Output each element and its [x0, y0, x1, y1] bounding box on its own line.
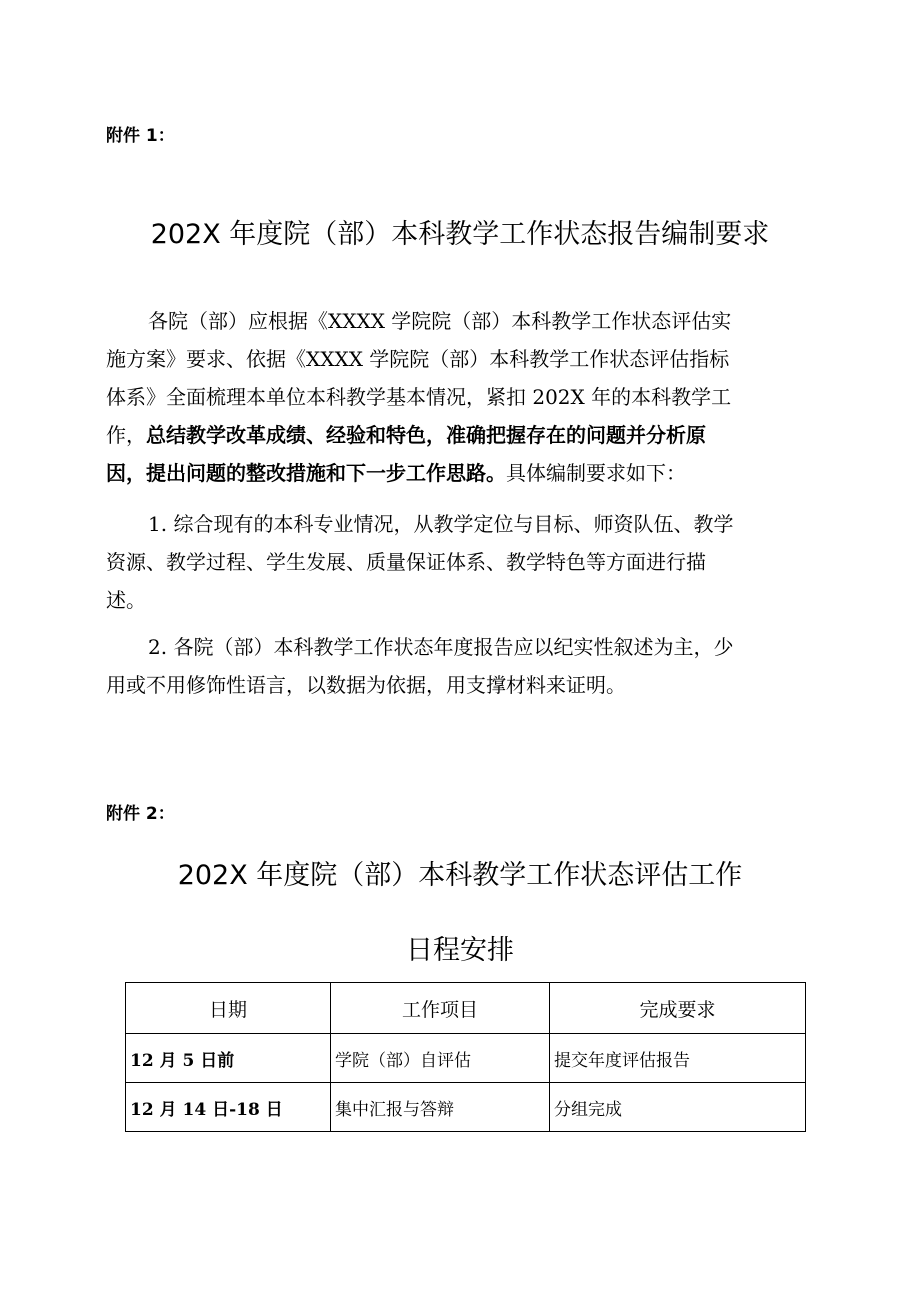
attachment-2-label: 附件 2： [106, 804, 175, 824]
table-row [126, 1034, 806, 1083]
cell-requirement: 提交年度评估报告 [550, 1034, 806, 1083]
report-title: 202X 年度院（部）本科教学工作状态报告编制要求 [150, 219, 770, 250]
attachment-1-label: 附件 1： [106, 126, 175, 146]
item-line: 1. 综合现有的本科专业情况，从教学定位与目标、师资队伍、教学 [148, 512, 734, 536]
requirement-item-1 [106, 505, 822, 619]
cell-requirement: 分组完成 [550, 1083, 806, 1132]
intro-line: 施方案》要求、依据《XXXX 学院院（部）本科教学工作状态评估指标 [106, 347, 730, 371]
intro-text: 作， [106, 423, 146, 447]
item-line: 资源、教学过程、学生发展、质量保证体系、教学特色等方面进行描 [106, 550, 706, 574]
table-header-row [126, 983, 806, 1034]
schedule-table [125, 982, 806, 1132]
item-line: 用或不用修饰性语言，以数据为依据，用支撑材料来证明。 [106, 673, 626, 697]
cell-date: 12 月 5 日前 [126, 1034, 331, 1083]
intro-paragraph [106, 302, 822, 492]
requirement-item-2 [106, 628, 822, 704]
schedule-subtitle: 日程安排 [406, 935, 514, 966]
intro-line [106, 454, 822, 492]
schedule-title: 202X 年度院（部）本科教学工作状态评估工作 [177, 860, 743, 891]
header-date: 日期 [126, 983, 331, 1034]
item-line: 述。 [106, 588, 146, 612]
cell-date: 12 月 14 日-18 日 [126, 1083, 331, 1132]
intro-text: 具体编制要求如下： [506, 461, 686, 485]
item-line: 2. 各院（部）本科教学工作状态年度报告应以纪实性叙述为主，少 [148, 635, 734, 659]
cell-work-item: 学院（部）自评估 [331, 1034, 550, 1083]
intro-line: 各院（部）应根据《XXXX 学院院（部）本科教学工作状态评估实 [148, 309, 732, 333]
header-requirement: 完成要求 [550, 983, 806, 1034]
cell-work-item: 集中汇报与答辩 [331, 1083, 550, 1132]
intro-emphasis: 因，提出问题的整改措施和下一步工作思路。 [106, 461, 506, 485]
table-row [126, 1083, 806, 1132]
intro-emphasis: 总结教学改革成绩、经验和特色，准确把握存在的问题并分析原 [146, 423, 706, 447]
intro-line [106, 416, 822, 454]
header-work-item: 工作项目 [331, 983, 550, 1034]
intro-line: 体系》全面梳理本单位本科教学基本情况，紧扣 202X 年的本科教学工 [106, 385, 732, 409]
